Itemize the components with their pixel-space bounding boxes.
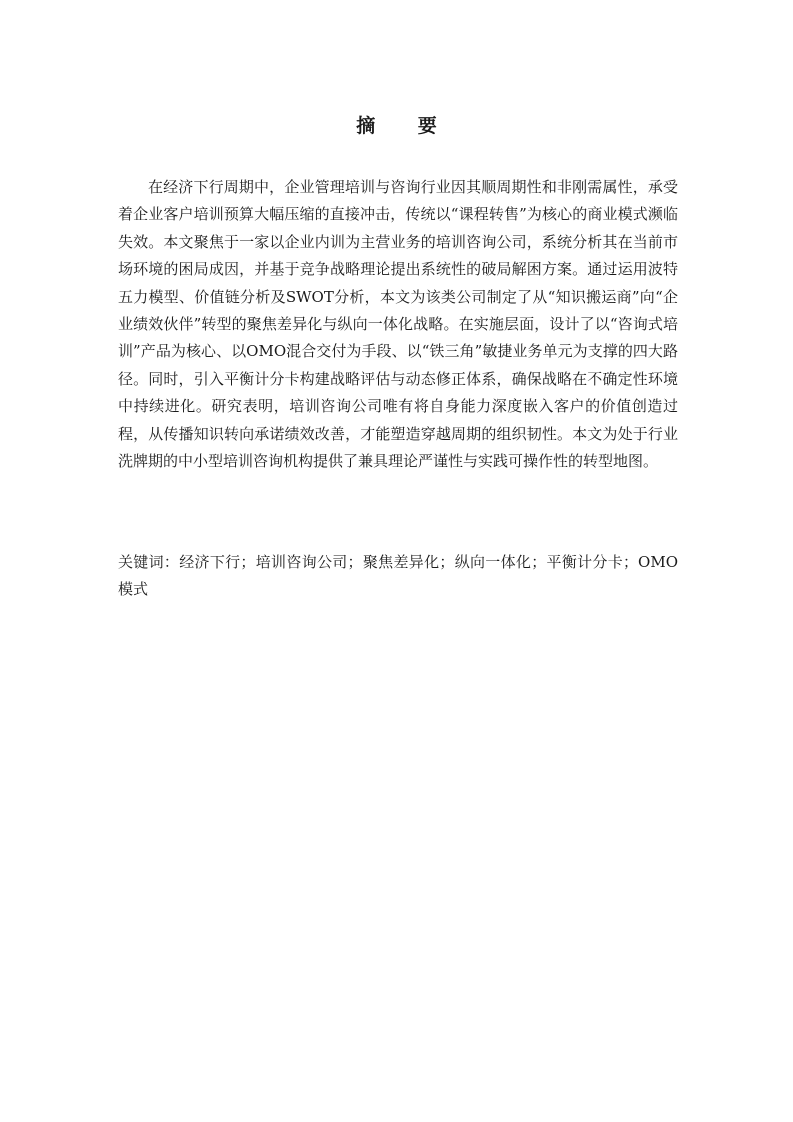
keywords-line: 关键词：经济下行；培训咨询公司；聚焦差异化；纵向一体化；平衡计分卡；OMO模式 xyxy=(118,553,678,599)
abstract-title: 摘 要 xyxy=(356,115,455,137)
abstract-body: 在经济下行周期中，企业管理培训与咨询行业因其顺周期性和非刚需属性，承受着企业客户培训预算大幅压缩的直接冲击，传统以“课程转售”为核心的商业模式濒临失效。本文聚焦于一家以企业内训为主营业务的培训咨询公司，系统分析其在当前市场环境的困局成因，并基于竞争战略理论提出系统性的破局解困方案。通过运用波特五力模型、价值链分析及SWOT分析，本文为该类公司制定了从“知识搬运商”向“企业绩效伙伴”转型的聚焦差异化与纵向一体化战略。在实施层面，设计了以“咨询式培训”产品为核心、以OMO混合交付为手段、以“铁三角”敏捷业务单元为支撑的四大路径。同时，引入平衡计分卡构建战略评估与动态修正体系，确保战略在不确定性环境中持续进化。研究表明，培训咨询公司唯有将自身能力深度嵌入客户的价值创造过程，从传播知识转向承诺绩效改善，才能塑造穿越周期的组织韧性。本文为处于行业洗牌期的中小型培训咨询机构提供了兼具理论严谨性与实践可操作性的转型地图。 xyxy=(118,178,678,471)
